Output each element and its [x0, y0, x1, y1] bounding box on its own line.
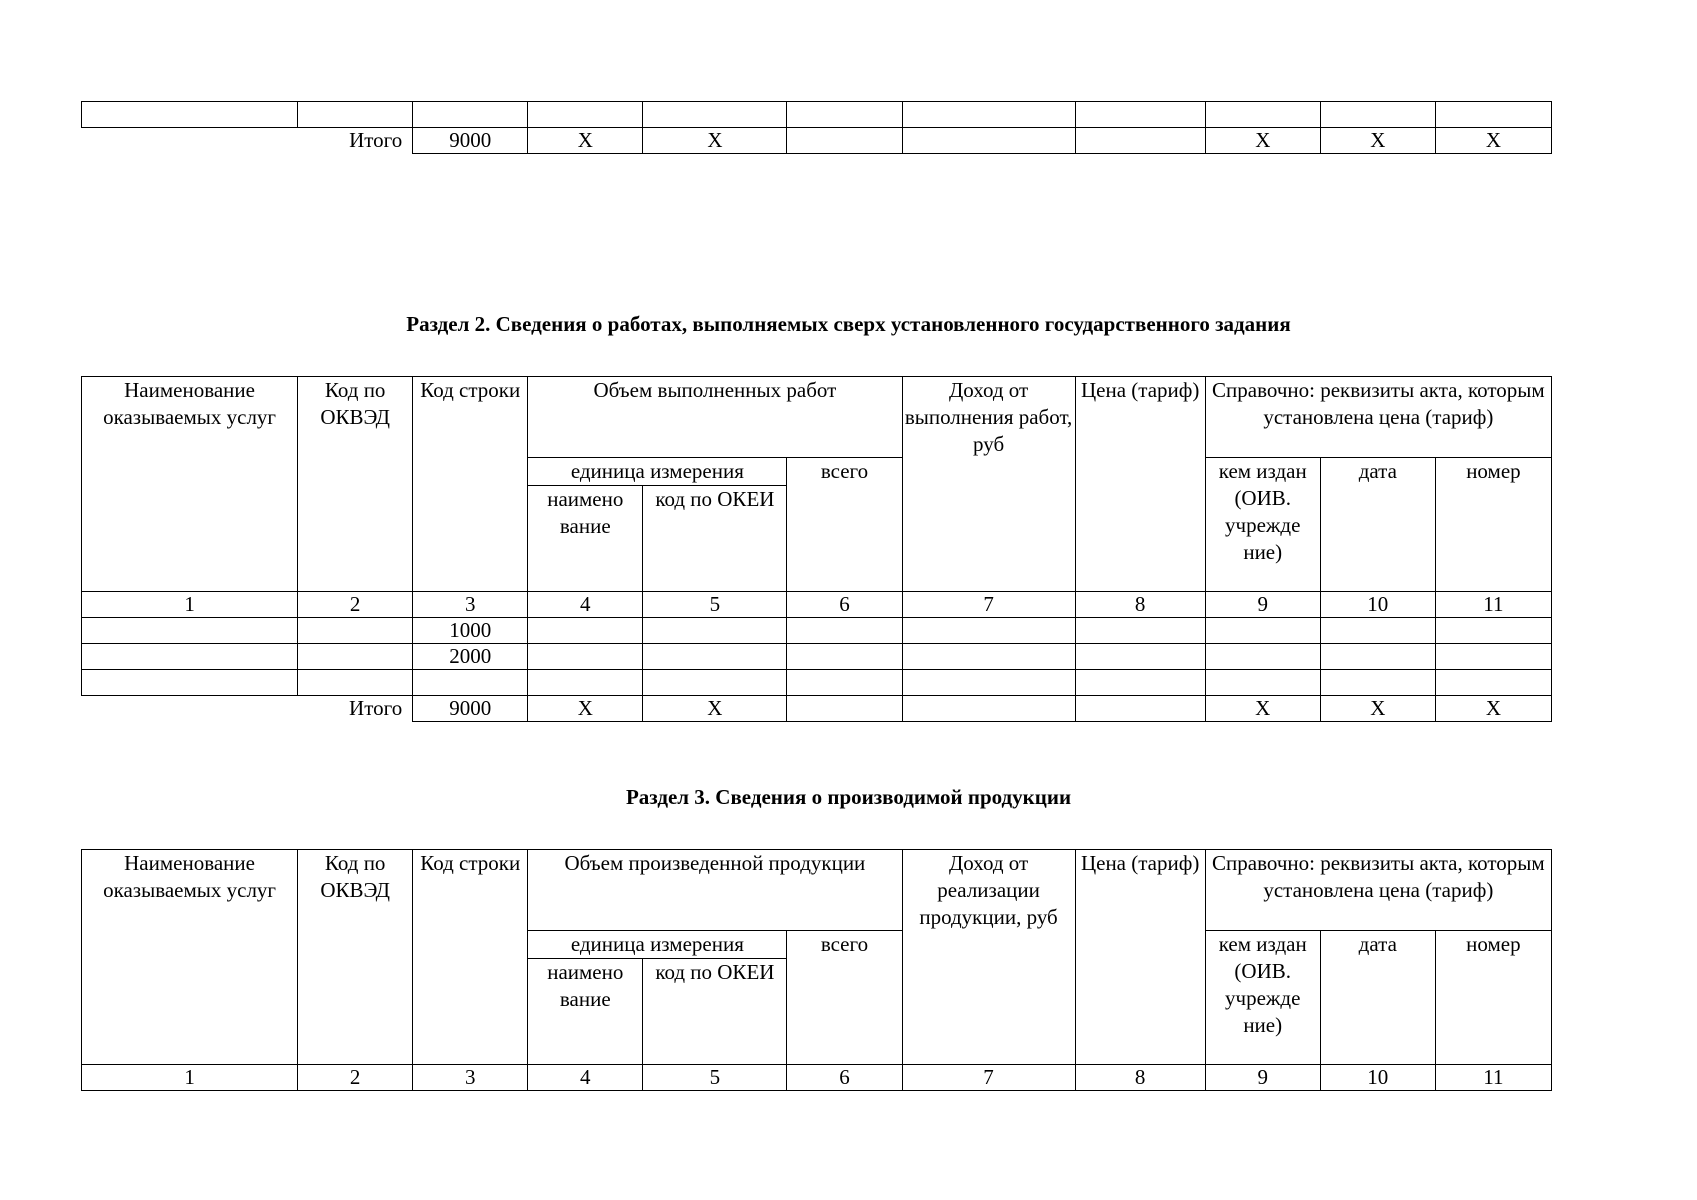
header-unit: единица измерения: [528, 458, 787, 486]
header-okei: код по ОКЕИ: [643, 486, 787, 592]
header-issued-by: кем издан (ОИВ. учрежде ние): [1205, 458, 1320, 592]
header-unit-name: наимено вание: [528, 959, 643, 1065]
total-label: Итого: [349, 696, 403, 720]
header-total: всего: [787, 931, 902, 1065]
header-date: дата: [1320, 931, 1435, 1065]
header-line-code: Код строки: [413, 850, 528, 1065]
header-income: Доход от реализации продукции, руб: [902, 850, 1075, 1065]
column-number: 7: [902, 1065, 1075, 1091]
column-number: 3: [413, 1065, 528, 1091]
section3-table: [81, 849, 1552, 1091]
header-number: номер: [1435, 931, 1551, 1065]
header-okved: Код по ОКВЭД: [298, 850, 413, 1065]
column-number: 9: [1205, 1065, 1320, 1091]
column-number: 2: [298, 1065, 413, 1091]
section2-title: Раздел 2. Сведения о работах, выполняемых сверх установленного государственного задания: [406, 312, 1291, 336]
column-number: 2: [298, 592, 413, 618]
header-reference: Справочно: реквизиты акта, которым установлена цена (тариф): [1205, 377, 1551, 458]
column-number: 6: [787, 592, 902, 618]
column-number: 11: [1435, 592, 1551, 618]
table-row: [82, 102, 1552, 128]
x-mark: X: [1320, 128, 1435, 154]
column-number: 8: [1075, 592, 1205, 618]
column-number: 5: [643, 592, 787, 618]
header-date: дата: [1320, 458, 1435, 592]
x-mark: X: [1320, 696, 1435, 722]
x-mark: X: [643, 128, 787, 154]
header-price: Цена (тариф): [1075, 377, 1205, 592]
header-unit: единица измерения: [528, 931, 787, 959]
x-mark: X: [528, 696, 643, 722]
column-number: 1: [82, 592, 298, 618]
header-price: Цена (тариф): [1075, 850, 1205, 1065]
x-mark: X: [1205, 696, 1320, 722]
header-income: Доход от выполнения работ, руб: [902, 377, 1075, 592]
x-mark: X: [528, 128, 643, 154]
header-okei: код по ОКЕИ: [643, 959, 787, 1065]
column-number: 4: [528, 592, 643, 618]
total-row: [82, 128, 1552, 154]
header-unit-name: наимено вание: [528, 486, 643, 592]
header-total: всего: [787, 458, 902, 592]
header-name: Наименование оказываемых услуг: [82, 377, 298, 592]
total-line-code: 9000: [413, 128, 528, 154]
total-label: Итого: [349, 128, 403, 152]
column-number: 1: [82, 1065, 298, 1091]
header-row: [82, 850, 1552, 931]
x-mark: X: [1435, 696, 1551, 722]
total-line-code: 9000: [413, 696, 528, 722]
column-number: 11: [1435, 1065, 1551, 1091]
x-mark: X: [1435, 128, 1551, 154]
total-income-cell[interactable]: [902, 128, 1075, 154]
total-volume-cell[interactable]: [787, 128, 902, 154]
column-number: 5: [643, 1065, 787, 1091]
header-reference: Справочно: реквизиты акта, которым установлена цена (тариф): [1205, 850, 1551, 931]
header-row: [82, 377, 1552, 458]
column-number: 6: [787, 1065, 902, 1091]
header-line-code: Код строки: [413, 377, 528, 592]
total-row: [82, 696, 1552, 722]
line-code: 1000: [413, 618, 528, 644]
section2-table: [81, 376, 1552, 722]
column-number: 9: [1205, 592, 1320, 618]
header-issued-by: кем издан (ОИВ. учрежде ние): [1205, 931, 1320, 1065]
header-okved: Код по ОКВЭД: [298, 377, 413, 592]
column-numbers-row: [82, 592, 1552, 618]
column-number: 10: [1320, 1065, 1435, 1091]
line-code: 2000: [413, 644, 528, 670]
table-row: [82, 644, 1552, 670]
table-row: [82, 618, 1552, 644]
column-number: 4: [528, 1065, 643, 1091]
column-number: 8: [1075, 1065, 1205, 1091]
header-volume: Объем выполненных работ: [528, 377, 902, 458]
total-price-cell[interactable]: [1075, 128, 1205, 154]
column-number: 10: [1320, 592, 1435, 618]
total-volume-cell[interactable]: [787, 696, 902, 722]
table-row: [82, 670, 1552, 696]
total-price-cell[interactable]: [1075, 696, 1205, 722]
section3-title: Раздел 3. Сведения о производимой продукции: [625, 785, 1072, 809]
column-number: 3: [413, 592, 528, 618]
section1-table-continuation: [81, 101, 1552, 154]
total-income-cell[interactable]: [902, 696, 1075, 722]
header-number: номер: [1435, 458, 1551, 592]
x-mark: X: [643, 696, 787, 722]
x-mark: X: [1205, 128, 1320, 154]
column-number: 7: [902, 592, 1075, 618]
header-volume: Объем произведенной продукции: [528, 850, 902, 931]
column-numbers-row: [82, 1065, 1552, 1091]
header-name: Наименование оказываемых услуг: [82, 850, 298, 1065]
